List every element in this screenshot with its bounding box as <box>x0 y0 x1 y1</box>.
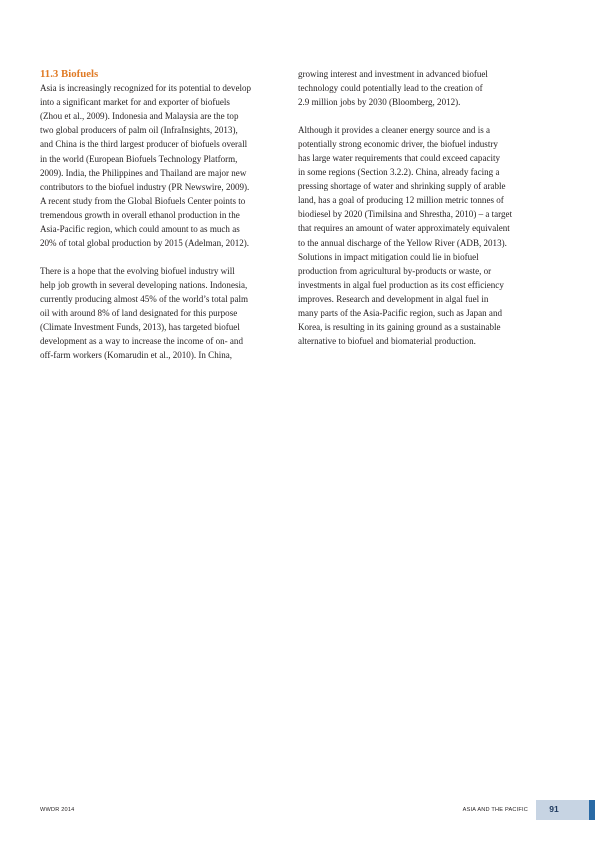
text-line: biodiesel by 2020 (Timilsina and Shrestha, 2010) – a target <box>298 209 513 220</box>
text-line: Korea, is resulting in its gaining ground as a sustainable <box>298 322 501 333</box>
text-line: (Zhou et al., 2009). Indonesia and Malaysia are the top <box>40 111 239 122</box>
paragraph <box>298 123 542 349</box>
text-line: A recent study from the Global Biofuels Center points to <box>40 195 246 206</box>
text-line: (Climate Investment Funds, 2013), has targeted biofuel <box>40 322 240 333</box>
text-line: oil with around 8% of land designated for this purpose <box>40 308 238 318</box>
text-line: contributors to the biofuel industry (PR Newswire, 2009). <box>40 181 250 192</box>
text-line: off-farm workers (Komarudin et al., 2010). In China, <box>40 350 233 361</box>
text-line: has large water requirements that could exceed capacity <box>298 152 501 163</box>
right-column <box>298 67 542 348</box>
text-line: land, has a goal of producing 12 million metric tonnes of <box>298 195 504 206</box>
text-line: in some regions (Section 3.2.2). China, already facing a <box>298 167 500 178</box>
footer-report-title: WWDR 2014 <box>40 807 75 813</box>
text-line: in the world (European Biofuels Technology Platform, <box>40 153 238 164</box>
text-line: help job growth in several developing nations. Indonesia, <box>40 279 248 290</box>
text-line: 2009). India, the Philippines and Thailand are major new <box>40 167 247 178</box>
page-number: 91 <box>549 804 559 814</box>
text-line: that requires an amount of water approximately equivalent <box>298 223 510 234</box>
text-line: There is a hope that the evolving biofuel industry will <box>40 265 235 276</box>
section-heading: 11.3 Biofuels <box>40 68 99 80</box>
text-line: Asia is increasingly recognized for its potential to develop <box>40 83 252 94</box>
text-line: to the annual discharge of the Yellow River (ADB, 2013). <box>298 237 507 248</box>
page-number-box <box>536 800 589 820</box>
paragraph <box>40 81 284 250</box>
text-line: Solutions in impact mitigation could lie in biofuel <box>298 251 479 262</box>
text-line: 20% of total global production by 2015 (Adelman, 2012). <box>40 238 250 249</box>
text-line: development as a way to increase the income of on- and <box>40 336 243 347</box>
text-line: many parts of the Asia-Pacific region, such as Japan and <box>298 308 502 318</box>
text-line: growing interest and investment in advanced biofuel <box>298 69 488 79</box>
text-line: potentially strong economic driver, the biofuel industry <box>298 138 498 149</box>
text-line: two global producers of palm oil (InfraInsights, 2013), <box>40 125 238 136</box>
text-line: pressing shortage of water and shrinking supply of arable <box>298 181 506 192</box>
text-line: Although it provides a cleaner energy source and is a <box>298 124 491 135</box>
text-line: technology could potentially lead to the creation of <box>298 83 483 94</box>
footer-chapter-title: ASIA AND THE PACIFIC <box>462 807 528 813</box>
text-line: production from agricultural by-products or waste, or <box>298 265 492 276</box>
text-line: 2.9 million jobs by 2030 (Bloomberg, 2012). <box>298 97 461 108</box>
text-line: investments in algal fuel production as its cost efficiency <box>298 279 504 290</box>
paragraph <box>298 67 542 109</box>
left-column <box>40 67 284 362</box>
text-line: tremendous growth in overall ethanol production in the <box>40 209 240 220</box>
text-line: improves. Research and development in algal fuel in <box>298 293 489 304</box>
paragraph <box>40 264 284 363</box>
text-line: Asia-Pacific region, which could amount to as much as <box>40 224 240 235</box>
text-line: alternative to biofuel and biomaterial production. <box>298 336 476 347</box>
text-line: into a significant market for and exporter of biofuels <box>40 97 230 108</box>
page-edge-accent <box>589 800 595 820</box>
text-line: currently producing almost 45% of the world’s total palm <box>40 293 249 304</box>
text-line: and China is the third largest producer of biofuels overall <box>40 139 248 150</box>
